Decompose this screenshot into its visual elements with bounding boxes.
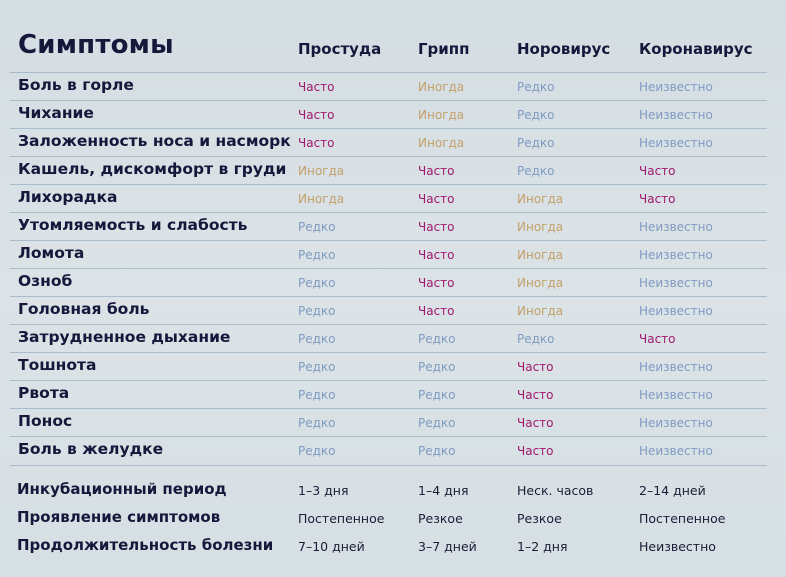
info-row	[10, 476, 767, 504]
table-row	[10, 268, 767, 297]
symptom-label: Утомляемость и слабость	[18, 216, 248, 234]
frequency-cell: Редко	[418, 360, 456, 374]
symptom-label: Понос	[18, 412, 73, 430]
info-cell: 7–10 дней	[298, 539, 365, 554]
frequency-cell: Часто	[639, 164, 676, 178]
table-row	[10, 380, 767, 409]
frequency-cell: Редко	[298, 304, 336, 318]
frequency-cell: Редко	[298, 276, 336, 290]
symptom-label: Ломота	[18, 244, 85, 262]
table-row	[10, 240, 767, 269]
frequency-cell: Редко	[298, 332, 336, 346]
symptom-label: Боль в горле	[18, 76, 134, 94]
frequency-cell: Редко	[298, 416, 336, 430]
info-label: Проявление симптомов	[17, 508, 221, 526]
frequency-cell: Иногда	[517, 276, 564, 290]
table-row	[10, 128, 767, 157]
frequency-cell: Иногда	[517, 304, 564, 318]
frequency-cell: Часто	[418, 276, 455, 290]
frequency-cell: Иногда	[418, 108, 465, 122]
frequency-cell: Иногда	[418, 136, 465, 150]
frequency-cell: Редко	[418, 388, 456, 402]
symptom-label: Тошнота	[18, 356, 97, 374]
info-cell: Резкое	[418, 511, 463, 526]
page-title: Симптомы	[18, 30, 174, 60]
table-row	[10, 408, 767, 437]
frequency-cell: Редко	[298, 388, 336, 402]
symptom-label: Затрудненное дыхание	[18, 328, 231, 346]
frequency-cell: Иногда	[298, 164, 345, 178]
symptom-label: Озноб	[18, 272, 73, 290]
table-row	[10, 212, 767, 241]
frequency-cell: Часто	[517, 388, 554, 402]
frequency-cell: Редко	[517, 136, 555, 150]
frequency-cell: Часто	[418, 220, 455, 234]
frequency-cell: Часто	[298, 80, 335, 94]
frequency-cell: Редко	[298, 444, 336, 458]
frequency-cell: Часто	[418, 248, 455, 262]
frequency-cell: Редко	[418, 444, 456, 458]
table-row	[10, 296, 767, 325]
frequency-cell: Неизвестно	[639, 388, 713, 402]
info-cell: 1–2 дня	[517, 539, 568, 554]
info-row	[10, 504, 767, 532]
frequency-cell: Редко	[517, 164, 555, 178]
table-row	[10, 324, 767, 353]
frequency-cell: Редко	[298, 248, 336, 262]
symptom-label: Кашель, дискомфорт в груди	[18, 160, 287, 178]
table-row	[10, 436, 767, 466]
frequency-cell: Неизвестно	[639, 444, 713, 458]
frequency-cell: Редко	[517, 108, 555, 122]
frequency-cell: Иногда	[298, 192, 345, 206]
frequency-cell: Часто	[298, 108, 335, 122]
frequency-cell: Часто	[418, 164, 455, 178]
info-cell: 1–3 дня	[298, 483, 349, 498]
frequency-cell: Неизвестно	[639, 108, 713, 122]
table-row	[10, 72, 767, 101]
frequency-cell: Иногда	[517, 248, 564, 262]
frequency-cell: Часто	[418, 192, 455, 206]
info-row	[10, 532, 767, 560]
frequency-cell: Часто	[517, 360, 554, 374]
frequency-cell: Часто	[639, 192, 676, 206]
frequency-cell: Неизвестно	[639, 276, 713, 290]
info-cell: Неизвестно	[639, 539, 716, 554]
info-cell: Резкое	[517, 511, 562, 526]
frequency-cell: Часто	[517, 416, 554, 430]
frequency-cell: Неизвестно	[639, 360, 713, 374]
column-header-cold: Простуда	[298, 40, 382, 58]
frequency-cell: Неизвестно	[639, 248, 713, 262]
info-cell: Постепенное	[298, 511, 385, 526]
info-label: Продолжительность болезни	[17, 536, 274, 554]
symptom-label: Головная боль	[18, 300, 150, 318]
frequency-cell: Иногда	[517, 192, 564, 206]
frequency-cell: Неизвестно	[639, 136, 713, 150]
info-cell: Постепенное	[639, 511, 726, 526]
info-cell: 2–14 дней	[639, 483, 706, 498]
table-row	[10, 352, 767, 381]
frequency-cell: Редко	[298, 360, 336, 374]
frequency-cell: Часто	[418, 304, 455, 318]
table-row	[10, 184, 767, 213]
symptom-label: Заложенность носа и насморк	[18, 132, 291, 150]
frequency-cell: Неизвестно	[639, 220, 713, 234]
column-header-flu: Грипп	[418, 40, 470, 58]
column-header-coronavirus: Коронавирус	[639, 40, 753, 58]
info-cell: 1–4 дня	[418, 483, 469, 498]
info-cell: 3–7 дней	[418, 539, 477, 554]
frequency-cell: Часто	[639, 332, 676, 346]
info-cell: Неск. часов	[517, 483, 594, 498]
column-header-norovirus: Норовирус	[517, 40, 611, 58]
frequency-cell: Редко	[418, 416, 456, 430]
table-row	[10, 100, 767, 129]
frequency-cell: Неизвестно	[639, 416, 713, 430]
frequency-cell: Часто	[298, 136, 335, 150]
symptom-label: Лихорадка	[18, 188, 118, 206]
info-label: Инкубационный период	[17, 480, 227, 498]
symptom-label: Боль в желудке	[18, 440, 164, 458]
frequency-cell: Часто	[517, 444, 554, 458]
frequency-cell: Редко	[418, 332, 456, 346]
frequency-cell: Редко	[298, 220, 336, 234]
symptom-label: Чихание	[18, 104, 94, 122]
frequency-cell: Неизвестно	[639, 80, 713, 94]
frequency-cell: Неизвестно	[639, 304, 713, 318]
frequency-cell: Иногда	[418, 80, 465, 94]
frequency-cell: Редко	[517, 80, 555, 94]
symptom-label: Рвота	[18, 384, 70, 402]
frequency-cell: Иногда	[517, 220, 564, 234]
frequency-cell: Редко	[517, 332, 555, 346]
table-row	[10, 156, 767, 185]
